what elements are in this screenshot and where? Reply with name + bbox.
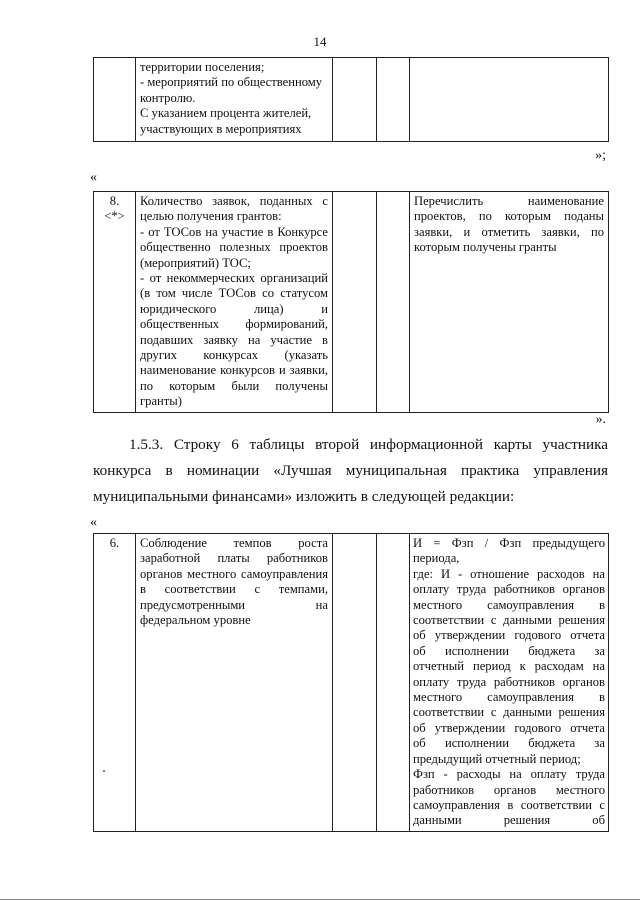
formula-line: местного самоуправления в [413,597,605,612]
formula-line: самоуправления в соответствии с [413,797,605,812]
cell-empty [333,534,377,832]
text-line: С указанием процента жителей, [140,106,312,121]
table-continuation [93,57,609,142]
page-edge-line [0,899,640,900]
paragraph-line: 1.5.3. Строку 6 таблицы второй информационной карты участника [129,436,608,453]
row-note-marker: <*> [104,209,125,224]
formula-line: об утверждении годового отчета [413,628,605,643]
paragraph-line: конкурса в номинации «Лучшая муниципальная практика управления [93,462,608,479]
row-number: 6. [109,536,120,550]
formula-line: соответствии с данными решения [413,613,605,628]
text-line: - мероприятий по общественному [140,75,323,90]
formula-line: местного самоуправления в [413,690,605,705]
opening-quote: « [90,515,97,530]
cell-description [136,58,333,142]
formula-line: оплату труда работников органов [413,582,605,597]
cell-empty [377,58,410,142]
formula-line: работников органов местного [413,782,605,797]
table-row-6 [93,533,609,832]
formula-line: предыдущий отчетный период; [413,751,581,766]
row-number: 8. [109,194,120,208]
table-row [94,58,609,142]
cell-note: Перечислить наименование проектов, по которым поданы заявки, и отметить заявки, по которым получены гранты [410,192,609,413]
scan-dot [103,770,105,772]
formula-text [413,536,605,829]
body-paragraph [93,432,608,510]
formula-line: данными решения об [413,813,605,828]
cell-note [410,58,609,142]
closing-quote: ». [595,412,606,427]
cell-description: Количество заявок, поданных с целью получения грантов: - от ТОСов на участие в Конкурсе общественно полезных проектов (мероприятий) ТОС; - от некоммерческих организаций (в том числе ТОСов со статусом юридического лица) и общественных формирований, подавших заявку на участие в других конкурсах (указать наименование конкурсов и заявки, по которым были получены гранты) [136,192,333,413]
table-row [94,534,609,832]
cell-empty [333,192,377,413]
table-row-8 [93,191,609,413]
cell-num [94,534,136,832]
closing-quote: »; [595,148,606,163]
cell-num [94,192,136,413]
opening-quote: « [90,170,97,185]
formula-line: Фзп - расходы на оплату труда [413,767,605,782]
text-line: территории поселения; [140,60,265,74]
cell-empty [377,192,410,413]
cell-formula [410,534,609,832]
cell-num [94,58,136,142]
cell-description: Соблюдение темпов роста заработной платы работников органов местного самоуправления в соответствии с темпами, предусмотренными на федеральном уровне [136,534,333,832]
text-line: контролю. [140,90,196,105]
formula-line: об исполнении бюджета за [413,643,605,658]
text-line: участвующих в мероприятиях [140,121,302,136]
formula-line: об утверждении годового отчета [413,720,605,735]
formula-line: периода, [413,551,460,566]
formula-line: И = Фзп / Фзп предыдущего [413,536,605,550]
formula-line: отчетный период к расходам на [413,659,605,674]
cell-empty [377,534,410,832]
formula-line: соответствии с данными решения [413,705,605,720]
paragraph-line: муниципальными финансами» изложить в следующей редакции: [93,488,515,505]
formula-line: оплату труда работников органов [413,674,605,689]
cell-empty [333,58,377,142]
table-row [94,192,609,413]
page-number: 14 [313,34,327,49]
formula-line: где: И - отношение расходов на [413,566,605,581]
formula-line: об исполнении бюджета за [413,736,605,751]
